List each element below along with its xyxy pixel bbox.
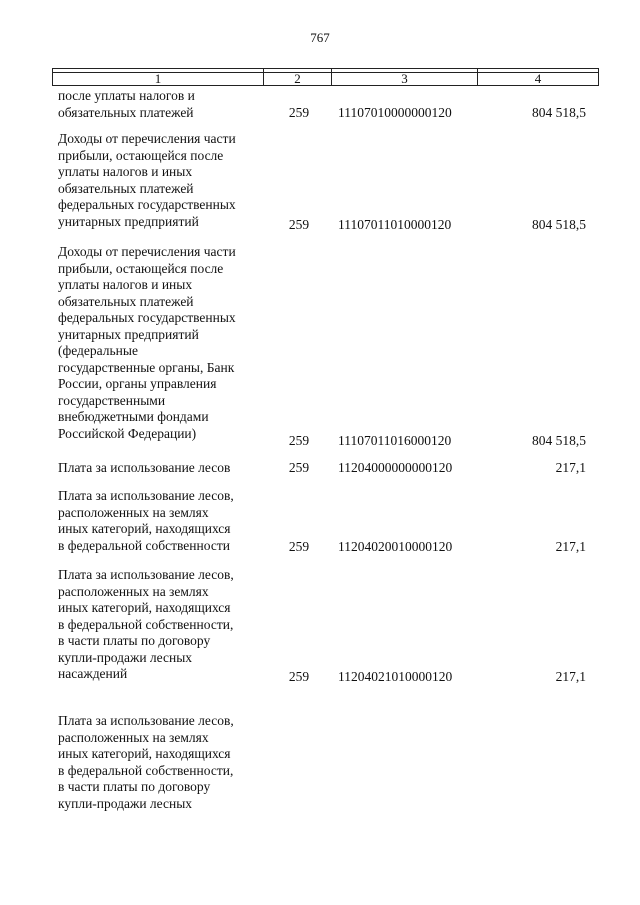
row-value: 217,1 — [555, 460, 586, 475]
row-description — [58, 88, 258, 121]
description-line: купли-продажи лесных — [58, 649, 193, 665]
column-header-2: 2 — [264, 69, 332, 85]
row-value: 217,1 — [555, 539, 586, 554]
description-line: унитарных предприятий — [58, 326, 199, 342]
description-line: федеральных государственных — [58, 197, 236, 212]
row-value: 804 518,5 — [532, 217, 586, 232]
row-code-2: 259 — [288, 460, 310, 475]
description-line: расположенных на землях — [58, 583, 209, 599]
row-code-3: 11204000000000120 — [338, 460, 453, 475]
row-description — [58, 713, 258, 812]
table-header — [52, 68, 599, 86]
description-line: расположенных на землях — [58, 729, 209, 745]
column-header-3: 3 — [332, 69, 478, 85]
description-line: Плата за использование лесов, — [58, 488, 234, 503]
description-line: обязательных платежей — [58, 104, 194, 120]
description-line: в части платы по договору — [58, 779, 211, 794]
description-line: купли-продажи лесных — [58, 795, 193, 811]
description-line: прибыли, остающейся после — [58, 147, 224, 163]
page-number: 767 — [310, 30, 330, 45]
description-line: в федеральной собственности — [58, 537, 230, 553]
column-header-4: 4 — [534, 71, 542, 86]
description-line: Доходы от перечисления части — [58, 131, 236, 146]
row-value: 804 518,5 — [532, 433, 586, 448]
description-line: Плата за использование лесов, — [58, 567, 234, 582]
row-code-3: 11204021010000120 — [338, 669, 453, 684]
description-line: Плата за использование лесов — [58, 460, 231, 475]
row-description — [58, 567, 258, 683]
description-line: в части платы по договору — [58, 633, 211, 648]
row-code-2: 259 — [288, 217, 310, 232]
description-line: обязательных платежей — [58, 180, 194, 196]
description-line: государственные органы, Банк — [58, 359, 235, 375]
row-code-2: 259 — [288, 105, 310, 120]
description-line: иных категорий, находящихся — [58, 521, 231, 536]
description-line: (федеральные — [58, 343, 138, 358]
row-description — [58, 244, 258, 442]
description-line: прибыли, остающейся после — [58, 260, 224, 276]
row-code-2: 259 — [288, 433, 310, 448]
description-line: в федеральной собственности, — [58, 616, 234, 632]
description-line: насаждений — [58, 666, 128, 681]
row-code-2: 259 — [288, 539, 310, 554]
description-line: уплаты налогов и иных — [58, 277, 193, 292]
description-line: обязательных платежей — [58, 293, 194, 309]
description-line: Российской Федерации) — [58, 425, 197, 441]
description-line: федеральных государственных — [58, 310, 236, 325]
column-header-1: 1 — [53, 69, 264, 85]
description-line: Плата за использование лесов, — [58, 713, 234, 728]
row-description — [58, 488, 258, 554]
description-line: государственными — [58, 392, 166, 408]
row-code-3: 11204020010000120 — [338, 539, 453, 554]
description-line: Доходы от перечисления части — [58, 244, 236, 259]
description-line: внебюджетными фондами — [58, 409, 209, 424]
row-code-2: 259 — [288, 669, 310, 684]
description-line: после уплаты налогов и — [58, 88, 195, 103]
description-line: иных категорий, находящихся — [58, 600, 231, 615]
row-code-3: 11107011016000120 — [338, 433, 452, 448]
description-line: России, органы управления — [58, 376, 217, 391]
row-value: 217,1 — [555, 669, 586, 684]
description-line: в федеральной собственности, — [58, 762, 234, 778]
row-description — [58, 131, 258, 230]
description-line: уплаты налогов и иных — [58, 164, 193, 179]
row-description — [58, 460, 258, 477]
description-line: иных категорий, находящихся — [58, 746, 231, 761]
description-line: унитарных предприятий — [58, 213, 199, 229]
row-value: 804 518,5 — [532, 105, 586, 120]
description-line: расположенных на землях — [58, 504, 209, 520]
row-code-3: 11107010000000120 — [338, 105, 452, 120]
row-code-3: 11107011010000120 — [338, 217, 452, 232]
